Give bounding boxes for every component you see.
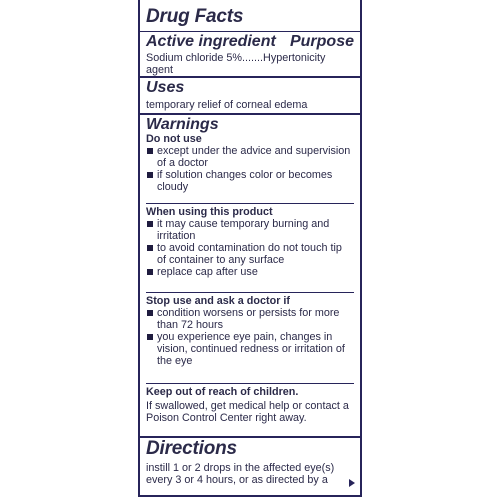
uses-divider	[140, 113, 360, 115]
uses-text: temporary relief of corneal edema	[146, 99, 308, 111]
list-item: if solution changes color or becomes cloudy	[146, 169, 354, 193]
continue-arrow-icon	[349, 479, 355, 487]
drug-facts-title: Drug Facts	[146, 6, 244, 27]
bullet-square-icon	[147, 269, 153, 275]
active-ingredient-line: Sodium chloride 5%.......Hypertonicity agent	[146, 52, 326, 76]
keep-out-line: Poison Control Center right away.	[146, 412, 307, 424]
list-item: to avoid contamination do not touch tip of container to any surface	[146, 242, 354, 266]
directions-heading: Directions	[146, 438, 237, 459]
active-ingredient-section	[146, 33, 354, 76]
stop-use-heading: Stop use and ask a doctor if	[146, 295, 290, 307]
list-item: except under the advice and supervision of a doctor	[146, 145, 354, 169]
bullet-square-icon	[147, 148, 153, 154]
drug-facts-label	[138, 0, 362, 497]
bullet-square-icon	[147, 310, 153, 316]
warnings-subdivider	[146, 203, 354, 204]
purpose-heading: Purpose	[289, 33, 354, 50]
warnings-subdivider	[146, 292, 354, 293]
directions-section	[146, 439, 354, 486]
bullet-square-icon	[147, 172, 153, 178]
do-not-use-heading: Do not use	[146, 133, 202, 145]
list-item: you experience eye pain, changes in vision, continued redness or irritation of the eye	[146, 331, 354, 367]
title-divider	[140, 31, 360, 32]
warnings-subdivider	[146, 383, 354, 384]
list-item: condition worsens or persists for more than 72 hours	[146, 307, 354, 331]
uses-section	[146, 79, 354, 111]
list-item: replace cap after use	[146, 266, 354, 278]
uses-heading: Uses	[146, 79, 185, 96]
keep-out-heading: Keep out of reach of children.	[146, 386, 299, 398]
keep-out-section	[146, 386, 354, 424]
directions-line: instill 1 or 2 drops in the affected eye(s)	[146, 462, 335, 474]
directions-line: every 3 or 4 hours, or as directed by a	[146, 474, 328, 486]
do-not-use-section	[146, 133, 354, 193]
bullet-square-icon	[147, 221, 153, 227]
stop-use-section	[146, 295, 354, 367]
bullet-square-icon	[147, 245, 153, 251]
warnings-heading: Warnings	[146, 116, 219, 133]
bullet-square-icon	[147, 334, 153, 340]
active-divider	[140, 76, 360, 78]
when-using-section	[146, 206, 354, 278]
when-using-heading: When using this product	[146, 206, 273, 218]
active-ingredient-heading: Active ingredient	[146, 33, 276, 50]
keep-out-line: If swallowed, get medical help or contact a	[146, 400, 349, 412]
list-item: it may cause temporary burning and irritation	[146, 218, 354, 242]
